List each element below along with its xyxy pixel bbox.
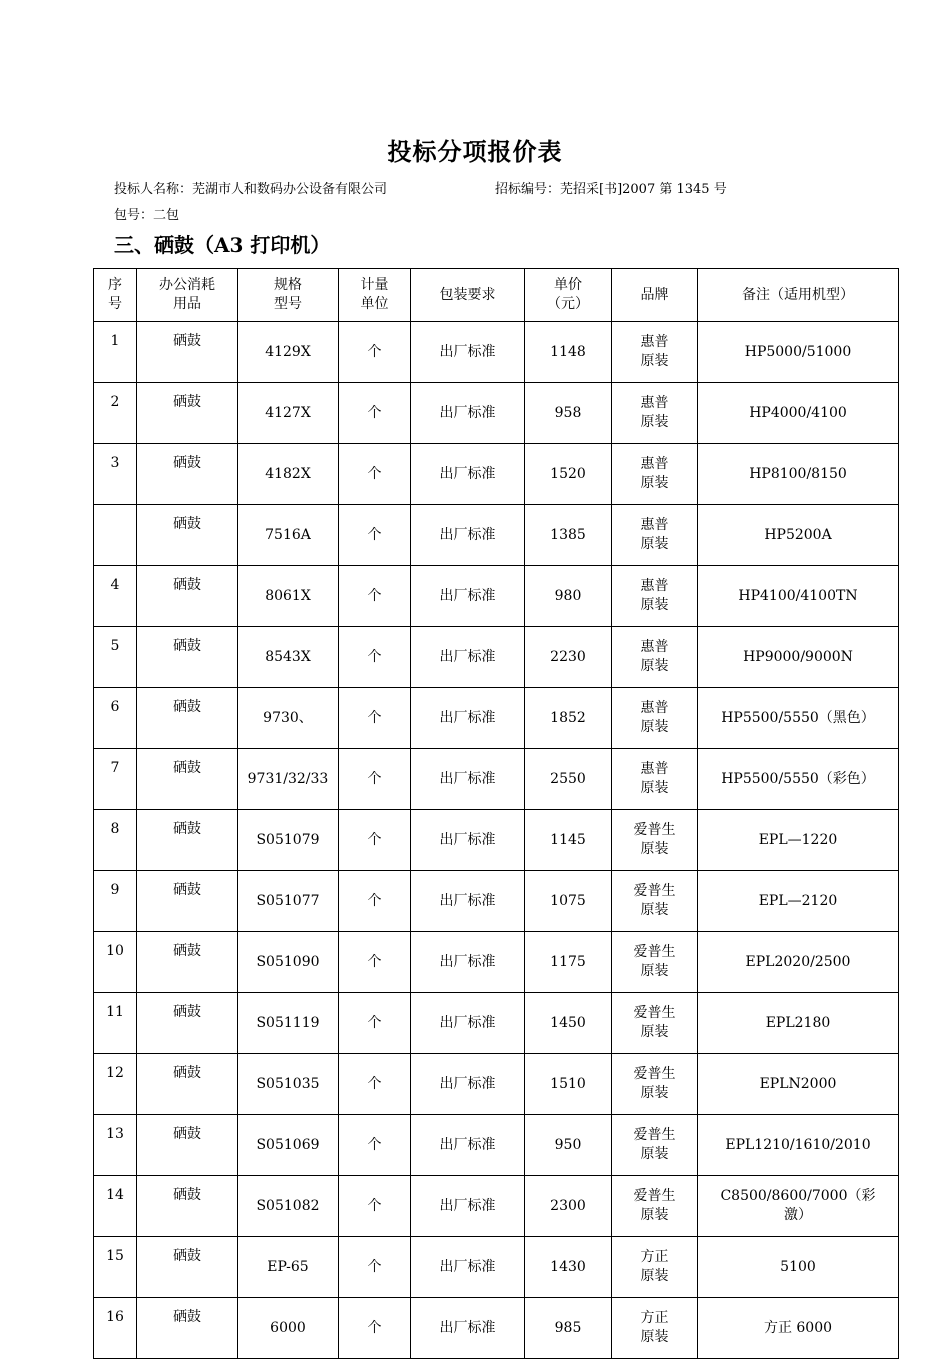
cell-price: 1510 — [525, 1054, 612, 1115]
header-col-unit — [339, 269, 411, 322]
cell-brand-line: 原装 — [640, 1329, 669, 1345]
cell-packing: 出厂标准 — [411, 1298, 525, 1359]
cell-note — [698, 1237, 899, 1298]
cell-no: 6 — [94, 688, 137, 749]
cell-no: 14 — [94, 1176, 137, 1237]
cell-unit: 个 — [339, 566, 411, 627]
cell-brand-line: 原装 — [640, 1146, 669, 1162]
cell-unit: 个 — [339, 383, 411, 444]
cell-brand-line: 爱普生 — [633, 944, 676, 960]
table-row — [94, 993, 899, 1054]
cell-model: 7516A — [238, 505, 339, 566]
cell-brand — [612, 1237, 698, 1298]
cell-no: 13 — [94, 1115, 137, 1176]
cell-note — [698, 1298, 899, 1359]
cell-brand — [612, 1115, 698, 1176]
cell-price: 2550 — [525, 749, 612, 810]
cell-note-line: 激） — [784, 1207, 812, 1223]
cell-item: 硒鼓 — [137, 1054, 238, 1115]
cell-model: S051090 — [238, 932, 339, 993]
cell-model: 4129X — [238, 322, 339, 383]
cell-brand — [612, 444, 698, 505]
cell-brand — [612, 871, 698, 932]
cell-brand-line: 惠普 — [640, 761, 669, 777]
cell-item: 硒鼓 — [137, 993, 238, 1054]
cell-brand-line: 原装 — [640, 841, 669, 857]
header-col-brand — [612, 269, 698, 322]
cell-price: 2300 — [525, 1176, 612, 1237]
cell-note-line: EPL2180 — [765, 1014, 831, 1031]
cell-price: 985 — [525, 1298, 612, 1359]
table-row — [94, 566, 899, 627]
cell-brand-line: 爱普生 — [633, 1066, 676, 1082]
header-col-price — [525, 269, 612, 322]
cell-note — [698, 810, 899, 871]
cell-no: 4 — [94, 566, 137, 627]
cell-brand-line: 原装 — [640, 1085, 669, 1101]
cell-packing: 出厂标准 — [411, 871, 525, 932]
cell-no: 9 — [94, 871, 137, 932]
table-row — [94, 1298, 899, 1359]
cell-item: 硒鼓 — [137, 1176, 238, 1237]
cell-note — [698, 1115, 899, 1176]
cell-note — [698, 932, 899, 993]
cell-brand-line: 原装 — [640, 597, 669, 613]
table-row — [94, 1115, 899, 1176]
cell-packing: 出厂标准 — [411, 444, 525, 505]
cell-price: 958 — [525, 383, 612, 444]
cell-model: 6000 — [238, 1298, 339, 1359]
cell-note — [698, 566, 899, 627]
cell-note — [698, 1176, 899, 1237]
cell-no: 11 — [94, 993, 137, 1054]
cell-note — [698, 322, 899, 383]
cell-note — [698, 993, 899, 1054]
table-row — [94, 932, 899, 993]
cell-brand-line: 爱普生 — [633, 1005, 676, 1021]
cell-brand-line: 原装 — [640, 902, 669, 918]
table-row — [94, 1176, 899, 1237]
cell-item: 硒鼓 — [137, 505, 238, 566]
cell-packing: 出厂标准 — [411, 749, 525, 810]
cell-unit: 个 — [339, 1115, 411, 1176]
cell-brand — [612, 566, 698, 627]
cell-note-line: HP5500/5550（彩色） — [721, 770, 875, 787]
cell-unit: 个 — [339, 505, 411, 566]
cell-model: 9730、 — [238, 688, 339, 749]
table-row — [94, 1237, 899, 1298]
cell-item: 硒鼓 — [137, 566, 238, 627]
cell-packing: 出厂标准 — [411, 1176, 525, 1237]
cell-note — [698, 871, 899, 932]
header-line: （元） — [547, 296, 589, 312]
cell-model: EP-65 — [238, 1237, 339, 1298]
cell-packing: 出厂标准 — [411, 505, 525, 566]
cell-model: 4127X — [238, 383, 339, 444]
header-line: 号 — [108, 296, 122, 312]
cell-item: 硒鼓 — [137, 932, 238, 993]
header-col-note — [698, 269, 899, 322]
cell-unit: 个 — [339, 932, 411, 993]
cell-note — [698, 749, 899, 810]
cell-model: S051069 — [238, 1115, 339, 1176]
cell-note-line: EPLN2000 — [759, 1075, 837, 1092]
cell-no: 7 — [94, 749, 137, 810]
cell-unit: 个 — [339, 1054, 411, 1115]
cell-brand-line: 原装 — [640, 475, 669, 491]
cell-brand-line: 爱普生 — [633, 883, 676, 899]
cell-packing: 出厂标准 — [411, 627, 525, 688]
cell-note — [698, 505, 899, 566]
table-row — [94, 871, 899, 932]
cell-no: 3 — [94, 444, 137, 505]
cell-note — [698, 688, 899, 749]
cell-brand-line: 惠普 — [640, 517, 669, 533]
cell-brand-line: 方正 — [640, 1249, 669, 1265]
cell-item: 硒鼓 — [137, 383, 238, 444]
cell-unit: 个 — [339, 444, 411, 505]
cell-packing: 出厂标准 — [411, 993, 525, 1054]
cell-unit: 个 — [339, 871, 411, 932]
cell-brand-line: 原装 — [640, 658, 669, 674]
header-col-packing — [411, 269, 525, 322]
cell-brand — [612, 1176, 698, 1237]
header-col-model — [238, 269, 339, 322]
cell-note-line: 5100 — [780, 1258, 816, 1275]
cell-model: S051035 — [238, 1054, 339, 1115]
cell-price: 2230 — [525, 627, 612, 688]
cell-price: 1852 — [525, 688, 612, 749]
cell-item: 硒鼓 — [137, 1237, 238, 1298]
cell-packing: 出厂标准 — [411, 322, 525, 383]
cell-model: 8543X — [238, 627, 339, 688]
header-line: 备注（适用机型） — [742, 286, 854, 303]
cell-unit: 个 — [339, 1237, 411, 1298]
cell-brand — [612, 627, 698, 688]
cell-item: 硒鼓 — [137, 871, 238, 932]
cell-brand-line: 惠普 — [640, 639, 669, 655]
header-col-item — [137, 269, 238, 322]
cell-brand — [612, 383, 698, 444]
cell-item: 硒鼓 — [137, 1298, 238, 1359]
cell-note-line: HP5000/51000 — [744, 343, 852, 360]
cell-brand — [612, 749, 698, 810]
cell-brand — [612, 322, 698, 383]
cell-note — [698, 383, 899, 444]
cell-unit: 个 — [339, 688, 411, 749]
cell-no: 12 — [94, 1054, 137, 1115]
cell-no: 10 — [94, 932, 137, 993]
table-row — [94, 505, 899, 566]
bid-number: 招标编号：芜招采[书]2007 第 1345 号 — [495, 182, 727, 197]
cell-brand-line: 爱普生 — [633, 1127, 676, 1143]
cell-model: 4182X — [238, 444, 339, 505]
table-row — [94, 444, 899, 505]
cell-note — [698, 1054, 899, 1115]
cell-no: 15 — [94, 1237, 137, 1298]
cell-note-line: EPL—1220 — [758, 831, 838, 848]
header-col-no — [94, 269, 137, 322]
cell-price: 1175 — [525, 932, 612, 993]
cell-packing: 出厂标准 — [411, 1115, 525, 1176]
cell-brand-line: 方正 — [640, 1310, 669, 1326]
cell-item: 硒鼓 — [137, 810, 238, 871]
cell-brand-line: 原装 — [640, 1207, 669, 1223]
cell-brand — [612, 1054, 698, 1115]
quote-table — [93, 268, 899, 1359]
table-row — [94, 1054, 899, 1115]
table-body — [94, 322, 899, 1359]
cell-item: 硒鼓 — [137, 322, 238, 383]
cell-price: 980 — [525, 566, 612, 627]
header-line: 包装要求 — [439, 286, 496, 303]
cell-note-line: 方正 6000 — [763, 1319, 833, 1336]
cell-item: 硒鼓 — [137, 444, 238, 505]
cell-brand-line: 原装 — [640, 719, 669, 735]
cell-unit: 个 — [339, 322, 411, 383]
header-line: 办公消耗 — [159, 277, 215, 293]
cell-packing: 出厂标准 — [411, 810, 525, 871]
table-row — [94, 627, 899, 688]
cell-packing: 出厂标准 — [411, 1237, 525, 1298]
cell-note-line: EPL—2120 — [758, 892, 838, 909]
cell-no: 2 — [94, 383, 137, 444]
cell-unit: 个 — [339, 1176, 411, 1237]
cell-brand — [612, 505, 698, 566]
table-row — [94, 322, 899, 383]
cell-brand-line: 惠普 — [640, 578, 669, 594]
cell-packing: 出厂标准 — [411, 1054, 525, 1115]
cell-note-line: HP4000/4100 — [749, 404, 847, 421]
cell-note-line: EPL1210/1610/2010 — [725, 1136, 871, 1153]
cell-price: 1430 — [525, 1237, 612, 1298]
cell-note-line: HP9000/9000N — [743, 648, 853, 665]
cell-model: S051079 — [238, 810, 339, 871]
cell-unit: 个 — [339, 749, 411, 810]
cell-packing: 出厂标准 — [411, 566, 525, 627]
cell-model: 8061X — [238, 566, 339, 627]
cell-note-line: HP8100/8150 — [749, 465, 847, 482]
cell-no: 8 — [94, 810, 137, 871]
cell-brand-line: 原装 — [640, 414, 669, 430]
table-row — [94, 688, 899, 749]
cell-no: 5 — [94, 627, 137, 688]
table-row — [94, 749, 899, 810]
cell-brand-line: 爱普生 — [633, 1188, 676, 1204]
cell-note — [698, 444, 899, 505]
cell-model: S051077 — [238, 871, 339, 932]
cell-note-line: EPL2020/2500 — [745, 953, 851, 970]
cell-item: 硒鼓 — [137, 627, 238, 688]
cell-price: 1520 — [525, 444, 612, 505]
cell-unit: 个 — [339, 627, 411, 688]
header-line: 规格 — [274, 277, 302, 293]
cell-brand-line: 惠普 — [640, 334, 669, 350]
cell-unit: 个 — [339, 810, 411, 871]
cell-note-line: HP5200A — [764, 526, 832, 543]
cell-item: 硒鼓 — [137, 1115, 238, 1176]
cell-packing: 出厂标准 — [411, 932, 525, 993]
cell-price: 1145 — [525, 810, 612, 871]
cell-note-line: HP4100/4100TN — [738, 587, 858, 604]
cell-model: S051119 — [238, 993, 339, 1054]
document-title: 投标分项报价表 — [387, 137, 563, 166]
cell-brand-line: 原装 — [640, 1268, 669, 1284]
cell-brand — [612, 993, 698, 1054]
cell-brand-line: 原装 — [640, 963, 669, 979]
cell-unit: 个 — [339, 993, 411, 1054]
cell-note-line: HP5500/5550（黑色） — [721, 709, 875, 726]
table-row — [94, 810, 899, 871]
cell-item: 硒鼓 — [137, 688, 238, 749]
bidder-name: 投标人名称：芜湖市人和数码办公设备有限公司 — [114, 182, 388, 197]
header-line: 型号 — [274, 296, 302, 312]
cell-note-line: C8500/8600/7000（彩 — [720, 1188, 876, 1204]
cell-brand — [612, 932, 698, 993]
cell-brand — [612, 810, 698, 871]
cell-item: 硒鼓 — [137, 749, 238, 810]
cell-brand — [612, 1298, 698, 1359]
cell-unit: 个 — [339, 1298, 411, 1359]
cell-price: 950 — [525, 1115, 612, 1176]
cell-no — [94, 505, 137, 566]
table-row — [94, 383, 899, 444]
cell-brand-line: 惠普 — [640, 456, 669, 472]
cell-brand-line: 原装 — [640, 353, 669, 369]
package-number: 包号：二包 — [114, 208, 180, 223]
cell-price: 1385 — [525, 505, 612, 566]
cell-no: 16 — [94, 1298, 137, 1359]
cell-price: 1450 — [525, 993, 612, 1054]
cell-brand-line: 原装 — [640, 1024, 669, 1040]
cell-price: 1075 — [525, 871, 612, 932]
cell-brand-line: 原装 — [640, 536, 669, 552]
cell-packing: 出厂标准 — [411, 688, 525, 749]
header-line: 用品 — [173, 296, 201, 312]
cell-no: 1 — [94, 322, 137, 383]
cell-model: S051082 — [238, 1176, 339, 1237]
cell-price: 1148 — [525, 322, 612, 383]
cell-brand-line: 惠普 — [640, 395, 669, 411]
cell-brand-line: 爱普生 — [633, 822, 676, 838]
table-header-row — [94, 269, 899, 322]
cell-brand-line: 惠普 — [640, 700, 669, 716]
section-heading: 三、硒鼓（A3 打印机） — [114, 233, 331, 257]
header-line: 单位 — [360, 296, 389, 312]
header-line: 序 — [108, 277, 122, 293]
header-line: 单价 — [554, 277, 582, 293]
cell-packing: 出厂标准 — [411, 383, 525, 444]
cell-brand-line: 原装 — [640, 780, 669, 796]
cell-brand — [612, 688, 698, 749]
header-line: 品牌 — [640, 286, 669, 303]
cell-model: 9731/32/33 — [238, 749, 339, 810]
header-line: 计量 — [360, 277, 389, 293]
cell-note — [698, 627, 899, 688]
